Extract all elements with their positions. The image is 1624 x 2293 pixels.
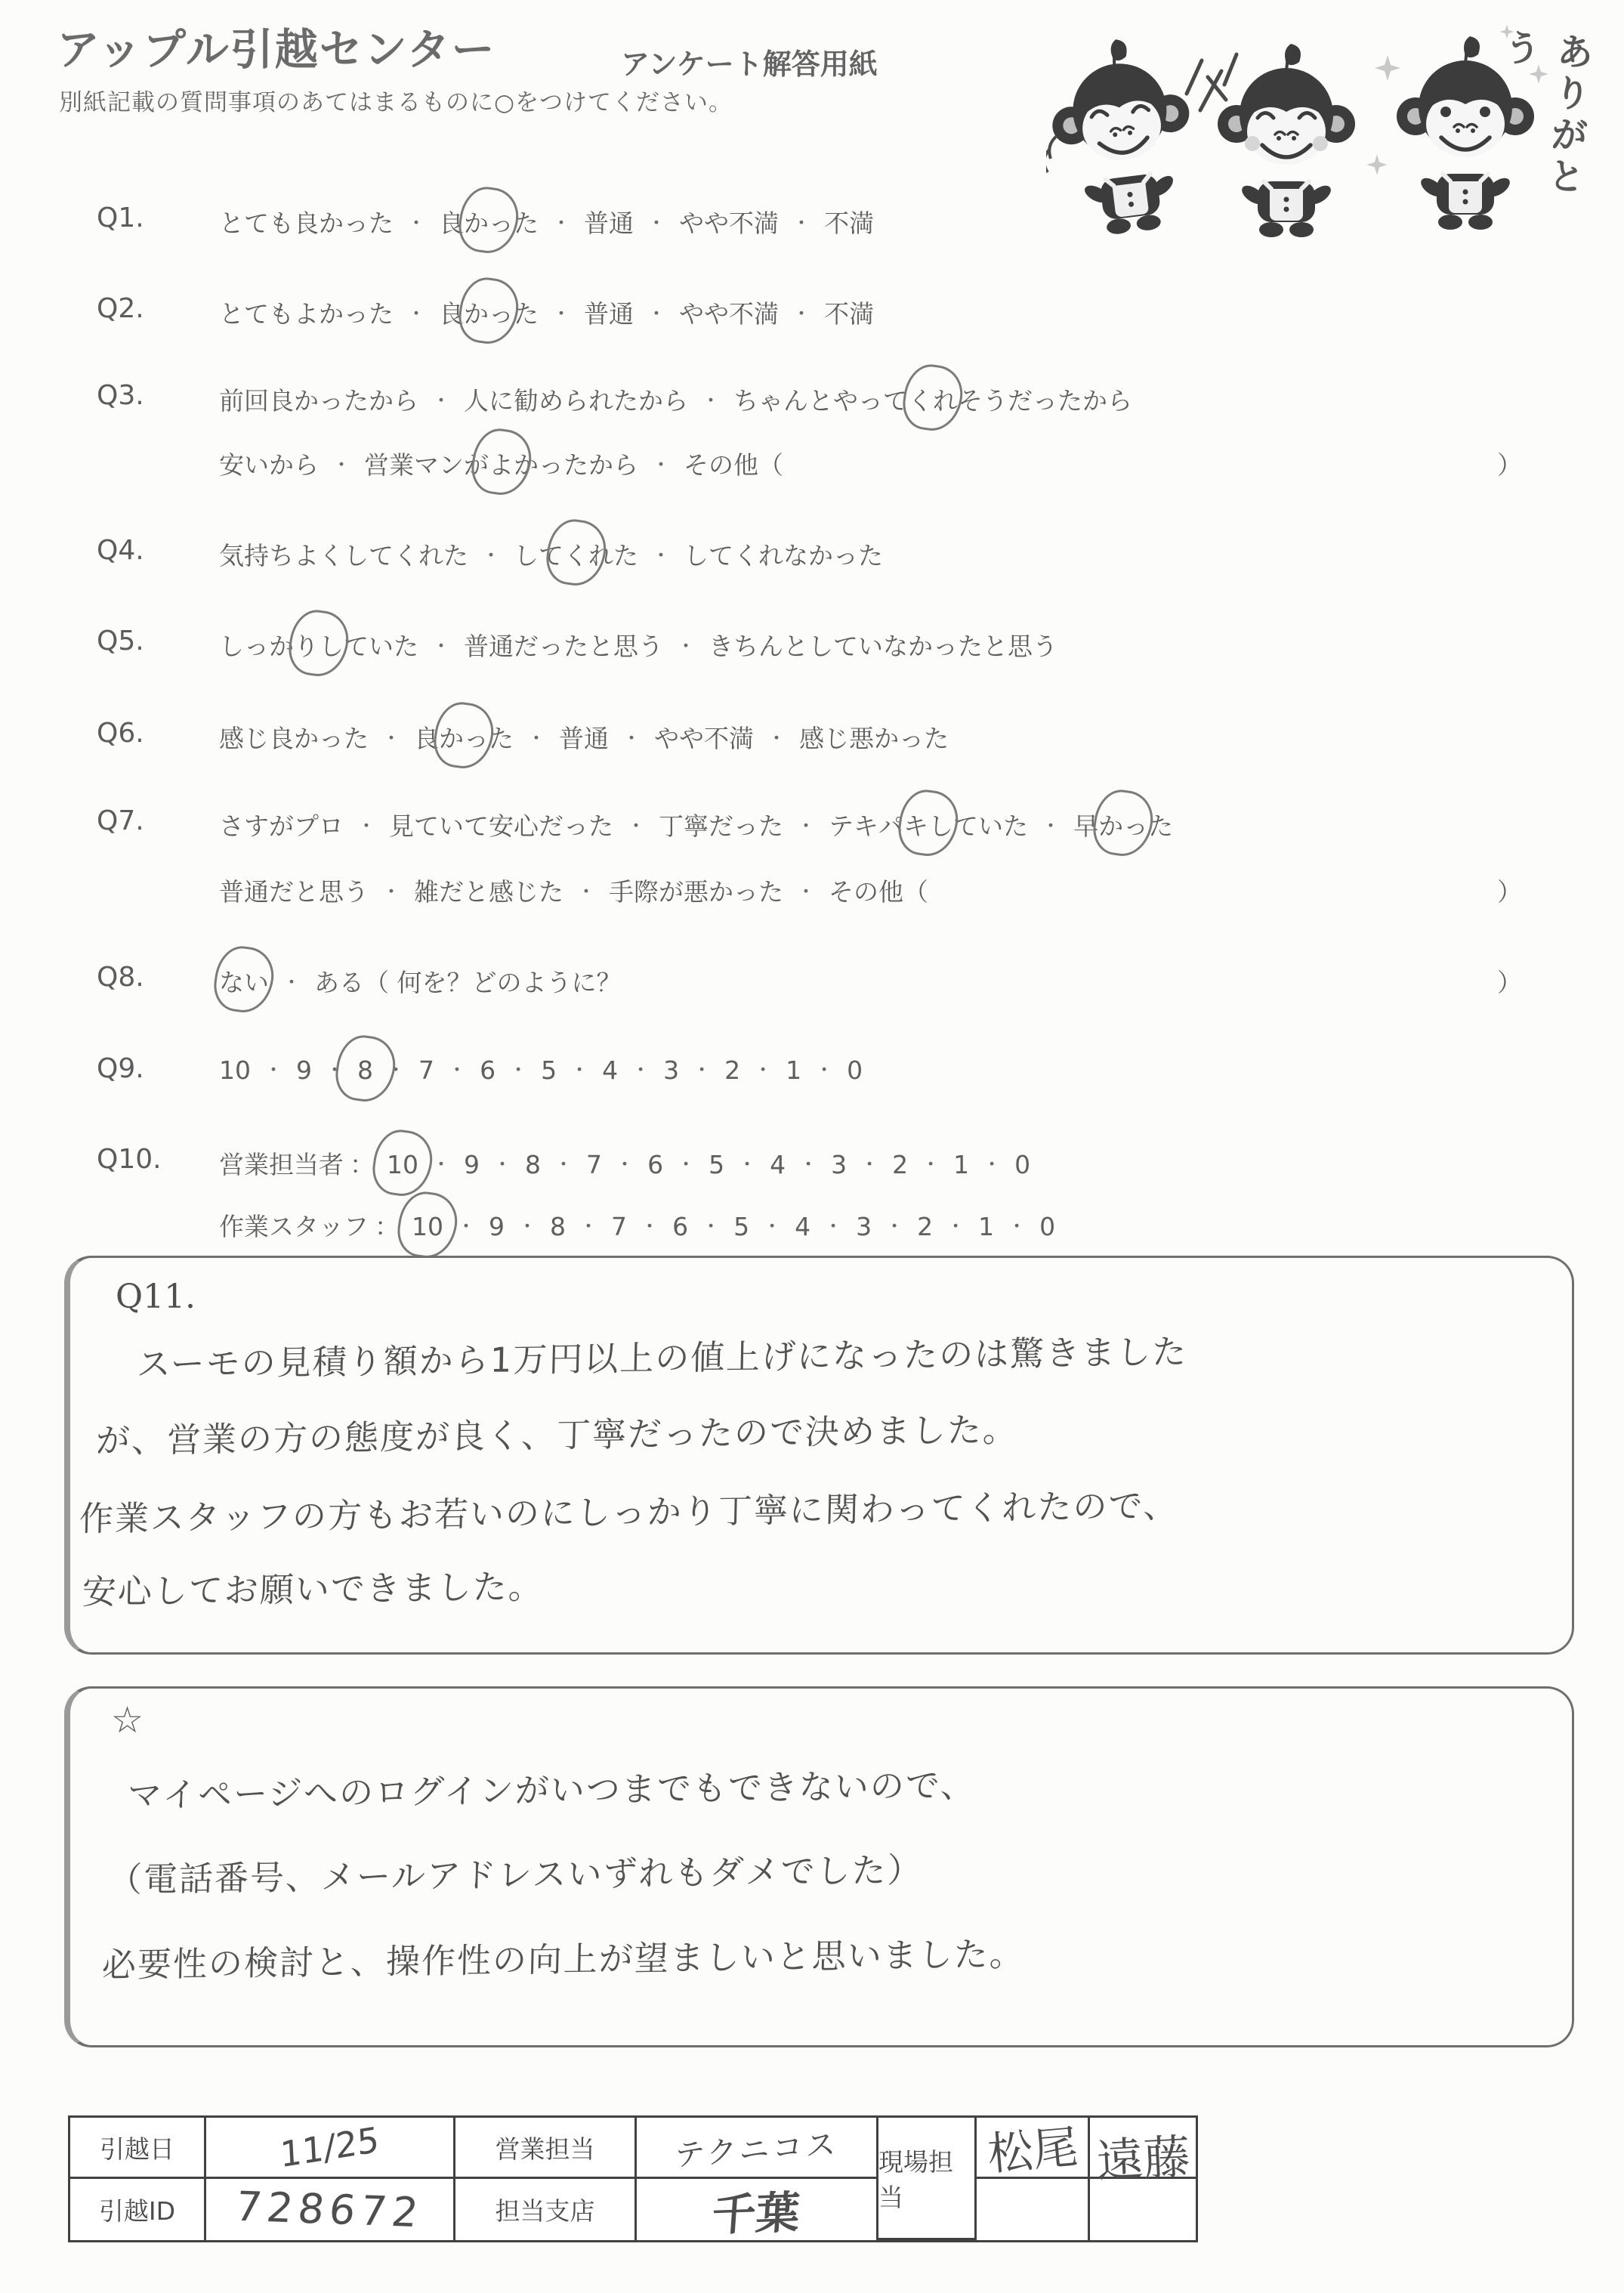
branch-value [637, 2179, 878, 2240]
move-id-value [206, 2179, 455, 2240]
question-label: Q7. [97, 805, 144, 836]
option-separator: ・ [647, 303, 667, 326]
option-separator: ・ [357, 815, 377, 838]
sparkle-icon [1366, 154, 1387, 175]
option-separator: ・ [631, 1059, 651, 1082]
option: 安いから [219, 450, 319, 480]
comment-box-q11 [64, 1256, 1574, 1655]
option: 9 [464, 1150, 480, 1179]
option: やや不満 [679, 209, 780, 238]
signature: 遠藤 [1095, 2128, 1192, 2189]
option: 8 [550, 1212, 567, 1241]
question-label: Q8. [97, 962, 144, 993]
option-circled: してくれた [514, 536, 638, 572]
option: 3 [831, 1150, 848, 1179]
handwritten-line: スーモの見積り額から1万円以上の値上げになったのは驚きました [136, 1331, 1188, 1385]
option-separator: ・ [431, 390, 452, 413]
option: とてもよかった [219, 299, 394, 329]
option: 不満 [824, 299, 875, 329]
option: 気持ちよくしてくれた [219, 541, 468, 570]
option-separator: ・ [551, 303, 572, 326]
option-separator: ・ [325, 1059, 345, 1082]
option-separator: ・ [1007, 1216, 1027, 1238]
option-separator: ・ [456, 1216, 477, 1238]
option: 見ていて安心だった [389, 811, 614, 841]
option: 2 [892, 1150, 909, 1179]
option: 普通 [584, 209, 634, 238]
question-row [0, 1207, 1624, 1243]
option-separator: ・ [431, 1154, 452, 1176]
question-label: Q9. [97, 1053, 144, 1084]
option-group-prefix: 営業担当者 [219, 1150, 344, 1179]
move-id-label: 引越ID [70, 2179, 206, 2240]
option-circled: 10 [387, 1150, 418, 1179]
option: してくれなかった [684, 541, 884, 570]
option-separator: ・ [701, 390, 721, 413]
sparkle-icon [1375, 55, 1400, 81]
option-separator: ・ [406, 212, 427, 235]
option: やや不満 [654, 724, 755, 753]
option-separator: ・ [982, 1154, 1002, 1176]
question-row [0, 382, 1624, 417]
option-group-prefix: 作業スタッフ [219, 1212, 369, 1241]
option-separator: ・ [481, 545, 502, 567]
option: ある（ 何を？どのように？ [314, 968, 622, 997]
handwritten-line: 作業スタッフの方もお若いのにしっかり丁寧に関わってくれたので、 [79, 1485, 1180, 1539]
option: 6 [647, 1150, 664, 1179]
option: 不満 [824, 209, 875, 238]
close-paren: ） [1497, 968, 1522, 997]
option-separator: ・ [792, 303, 812, 326]
option-circled: 営業マンがよかったから [364, 446, 638, 481]
option-separator: ・ [386, 1059, 406, 1082]
option-separator: ・ [406, 303, 427, 326]
option-circled: 10 [412, 1212, 443, 1241]
option-separator: ・ [921, 1154, 941, 1176]
option: 6 [480, 1055, 496, 1085]
option: きちんとしていなかったと思う [709, 632, 1058, 661]
page-subtitle: アンケート解答用紙 [621, 48, 878, 81]
option: 人に勧められたから [464, 386, 689, 416]
option-circled: ない [219, 963, 269, 999]
question-label: Q6. [97, 718, 144, 749]
instruction-text: 別紙記載の質問事項のあてはまるものに○をつけてください。 [59, 89, 733, 116]
question-row [0, 807, 1624, 842]
option: 3 [856, 1212, 872, 1241]
site-staff-signature [1090, 2118, 1196, 2189]
question-label: Q2. [97, 293, 144, 324]
question-row [0, 204, 1624, 239]
question-row [0, 295, 1624, 330]
handwritten-value: 11/25 [279, 2118, 381, 2176]
question-label: Q5. [97, 626, 144, 657]
option: 0 [1014, 1150, 1031, 1179]
footer-table [68, 2115, 1198, 2242]
option-separator: ・ [753, 1059, 773, 1082]
handwritten-value: テクニコス [674, 2126, 839, 2174]
option-separator: ・ [692, 1059, 712, 1082]
question-label: Q3. [97, 380, 144, 411]
move-date-value [206, 2118, 455, 2179]
signature: 松尾 [985, 2120, 1080, 2182]
handwritten-value: 千葉 [710, 2186, 802, 2241]
option: その他（ [684, 450, 784, 480]
option: やや不満 [679, 299, 780, 329]
option: 5 [733, 1212, 750, 1241]
empty-cell [977, 2179, 1090, 2240]
option: 1 [786, 1055, 802, 1085]
option: 1 [978, 1212, 995, 1241]
sparkle-icon [1187, 54, 1237, 110]
option-separator: ・ [796, 881, 817, 904]
option: 4 [602, 1055, 619, 1085]
option: 普通 [584, 299, 634, 329]
star-icon: ☆ [111, 1699, 144, 1741]
handwritten-line: 必要性の検討と、操作性の向上が望ましいと思いました。 [101, 1933, 1026, 1986]
question-row [0, 1055, 1624, 1085]
option-separator: ・ [626, 815, 647, 838]
option-separator: ・ [701, 1216, 721, 1238]
option: 感じ悪かった [799, 724, 949, 753]
option-circled: ちゃんとやってくれそうだったから [733, 382, 1132, 417]
question-row [0, 536, 1624, 572]
option: 4 [795, 1212, 811, 1241]
option-separator: ・ [767, 728, 787, 750]
option: 手際が悪かった [609, 877, 784, 907]
option: さすがプロ [219, 811, 344, 841]
option-separator: ・ [492, 1154, 513, 1176]
option-separator: ・ [762, 1216, 783, 1238]
move-date-label: 引越日 [70, 2118, 206, 2179]
option-separator: ・ [1041, 815, 1061, 838]
option: 10 [219, 1055, 251, 1085]
option-separator: ・ [946, 1216, 966, 1238]
option-separator: ・ [615, 1154, 635, 1176]
option-separator: ・ [823, 1216, 844, 1238]
option: 0 [1039, 1212, 1056, 1241]
option-group-colon: ： [375, 1212, 400, 1241]
option-separator: ・ [526, 728, 547, 750]
question-row [0, 873, 1624, 908]
option: 2 [724, 1055, 741, 1085]
question-row [0, 963, 1624, 999]
option-separator: ・ [651, 545, 672, 567]
option-separator: ・ [622, 728, 642, 750]
option-separator: ・ [570, 1059, 590, 1082]
handwritten-line: （電話番号、メールアドレスいずれもダメでした） [107, 1850, 924, 1900]
site-staff-label: 現場担当 [878, 2118, 977, 2240]
option-separator: ・ [517, 1216, 538, 1238]
option: 7 [586, 1150, 603, 1179]
question-row [0, 1145, 1624, 1181]
question-row [0, 446, 1624, 481]
option-separator: ・ [576, 881, 597, 904]
option-separator: ・ [332, 454, 352, 477]
option-separator: ・ [651, 454, 672, 477]
option-group-colon: ： [350, 1150, 375, 1179]
option: 1 [953, 1150, 970, 1179]
option-separator: ・ [885, 1216, 905, 1238]
option: 3 [663, 1055, 680, 1085]
handwritten-line: 安心してお願いできました。 [82, 1566, 545, 1612]
option: とても良かった [219, 209, 394, 238]
question-label: Q10. [97, 1144, 162, 1175]
site-staff-signature [977, 2118, 1090, 2182]
option: 9 [296, 1055, 313, 1085]
option-separator: ・ [647, 212, 667, 235]
option-circled: 良かった [439, 204, 539, 239]
option-circled: 8 [357, 1055, 374, 1085]
option-separator: ・ [676, 635, 696, 658]
option-separator: ・ [447, 1059, 468, 1082]
option-separator: ・ [264, 1059, 284, 1082]
option: 普通だったと思う [464, 632, 664, 661]
option-separator: ・ [551, 212, 572, 235]
close-paren: ） [1497, 450, 1522, 480]
question-row [0, 627, 1624, 663]
option: 4 [770, 1150, 786, 1179]
option: 6 [672, 1212, 689, 1241]
option-separator: ・ [814, 1059, 835, 1082]
option: 丁寧だった [659, 811, 784, 841]
option-separator: ・ [282, 972, 302, 994]
branch-label: 担当支店 [455, 2179, 637, 2240]
option-circled: テキパキしていた [829, 807, 1028, 842]
option: その他（ [829, 877, 929, 907]
option-separator: ・ [381, 728, 402, 750]
option: 5 [541, 1055, 557, 1085]
question-label: Q1. [97, 202, 144, 233]
option: 8 [525, 1150, 542, 1179]
thanks-text: ありがとう [1496, 26, 1596, 200]
handwritten-line: マイページへのログインがいつまでもできないので、 [127, 1765, 977, 1816]
option-separator: ・ [676, 1154, 696, 1176]
option-separator: ・ [860, 1154, 880, 1176]
option-circled: 良かった [414, 719, 514, 755]
option: 感じ良かった [219, 724, 369, 753]
option-separator: ・ [792, 212, 812, 235]
option: 7 [418, 1055, 435, 1085]
question-row [0, 719, 1624, 755]
option-circled: 早かった [1073, 807, 1173, 842]
option: 9 [489, 1212, 505, 1241]
option-separator: ・ [381, 881, 402, 904]
option-separator: ・ [579, 1216, 599, 1238]
option-separator: ・ [737, 1154, 758, 1176]
option-separator: ・ [798, 1154, 819, 1176]
option-separator: ・ [640, 1216, 660, 1238]
option: 0 [847, 1055, 863, 1085]
option-separator: ・ [508, 1059, 529, 1082]
sales-rep-label: 営業担当 [455, 2118, 637, 2179]
comment-box-star [64, 1686, 1574, 2047]
option-separator: ・ [554, 1154, 574, 1176]
option-separator: ・ [431, 635, 452, 658]
option: 7 [611, 1212, 628, 1241]
option: 5 [709, 1150, 725, 1179]
option: 前回良かったから [219, 386, 418, 416]
handwritten-value: 728672 [233, 2182, 427, 2237]
q11-label: Q11. [116, 1278, 196, 1316]
option: 雑だと感じた [414, 877, 564, 907]
page-title: アップル引越センター [57, 25, 496, 75]
sales-rep-value [637, 2118, 878, 2179]
handwritten-line: が、営業の方の態度が良く、丁寧だったので決めました。 [95, 1409, 1019, 1461]
option: 普通だと思う [219, 877, 369, 907]
question-label: Q4. [97, 535, 144, 566]
option-circled: 良かった [439, 295, 539, 330]
option: 普通 [559, 724, 610, 753]
option-separator: ・ [796, 815, 817, 838]
option: 2 [917, 1212, 934, 1241]
close-paren: ） [1497, 877, 1522, 907]
option-circled: しっかりしていた [219, 627, 418, 663]
